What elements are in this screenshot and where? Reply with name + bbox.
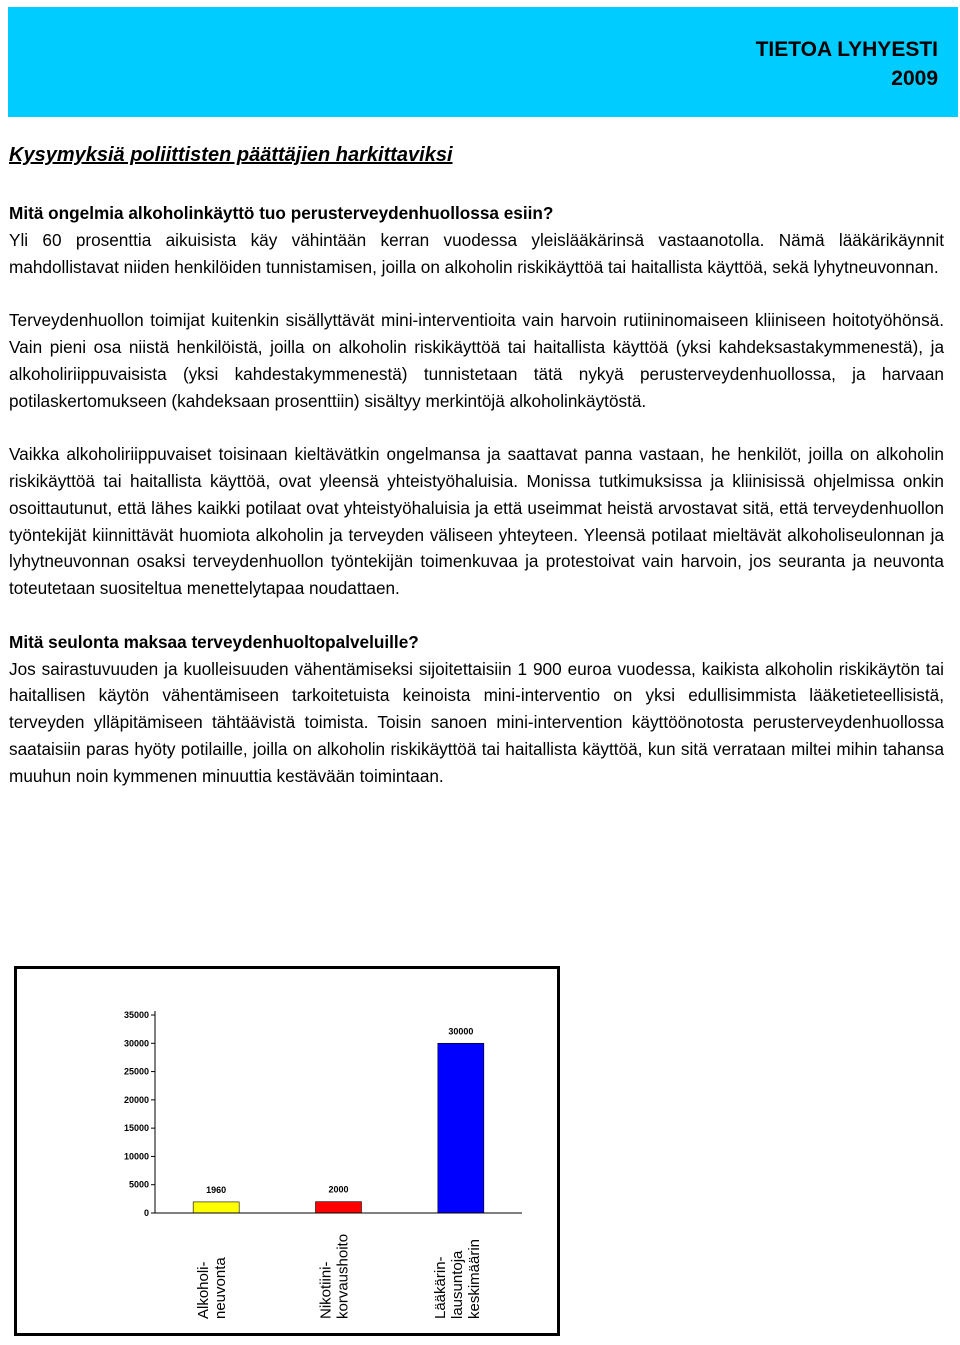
section-heading: Kysymyksiä poliittisten päättäjien harkittaviksi [9, 144, 453, 166]
paragraph-4-text: Jos sairastuvuuden ja kuolleisuuden vähentämiseksi sijoitettaisiin 1 900 euroa vuodessa, kaikista alkoholin riskikäytön tai haitallisen käytön vähentämiseen tarkoitetuista keinoista mini-interventio on yksi edullisimmista lääketieteellisistä, terveyden ylläpitämiseen tähtäävistä toimista. Toisin sanoen mini-intervention käyttöönotosta perusterveydenhuollossa saataisiin paras hyöty potilaille, joilla on alkoholin riskikäyttöä tai haitallista käyttöä, kun sitä verrataan miltei mihin tahansa muuhun noin kymmenen minuuttia kestävään toimintaan. [9, 658, 944, 786]
header-title [756, 35, 938, 93]
bar-1 [316, 1202, 362, 1213]
cost-bar-chart [14, 966, 560, 1336]
y-tick-label: 25000 [123, 1066, 149, 1077]
category-label: Lääkärin- [431, 1256, 449, 1319]
category-label: korvaushoito [334, 1233, 352, 1319]
data-label: 30000 [448, 1026, 474, 1037]
data-label: 2000 [328, 1184, 349, 1195]
y-tick-label: 20000 [123, 1094, 149, 1105]
paragraph-3: Vaikka alkoholiriippuvaiset toisinaan kieltävätkin ongelmansa ja saattavat panna vastaan, he henkilöt, joilla on alkoholin riskikäyttöä tai haitallista käyttöä, ovat yleensä yhteistyöhaluisia. Monissa tutkimuksissa ja kliinisissä ohjelmissa onkin osoittautunut, että lähes kaikki potilaat ovat yhteistyöhaluisia ja että useimmat heistä arvostavat sitä, että terveydenhuollon työntekijät kiinnittävät huomiota alkoholin ja terveyden väliseen yhteyteen. Yleensä potilaat mieltävät alkoholiseulonnan ja lyhytneuvonnan osaksi terveydenhuollon työntekijän toimenkuvaa ja protestoivat vain harvoin, jos seuranta ja neuvonta toteutetaan suositeltua menettelytapaa noudattaen. [9, 444, 944, 599]
document-body [9, 200, 944, 816]
paragraph-2: Terveydenhuollon toimijat kuitenkin sisällyttävät mini-interventioita vain harvoin rutiininomaiseen kliiniseen hoitotyöhönsä. Vain pieni osa niistä henkilöistä, joilla on alkoholin riskikäyttöä tai haitallista käyttöä (yksi kahdeksastakymmenestä), ja alkoholiriippuvaisista (yksi kahdestakymmenestä) tunnistetaan tätä nykyä perusterveydenhuollossa, ja harvaan potilaskertomukseen (kahdeksaan prosenttiin) sisältyy merkintöjä alkoholinkäytöstä. [9, 310, 944, 411]
category-label: Nikotiini- [317, 1261, 335, 1319]
category-label: lausuntoja [448, 1250, 466, 1319]
paragraph-1 [9, 200, 944, 280]
paragraph-1-text: Yli 60 prosenttia aikuisista käy vähintään kerran vuodessa yleislääkärinsä vastaanotolla. Nämä lääkärikäynnit mahdollistavat niiden henkilöiden tunnistamisen, joilla on alkoholin riskikäyttöä tai haitallista käyttöä, sekä lyhytneuvonnan. [9, 229, 944, 277]
paragraph-4 [9, 629, 944, 790]
y-tick-label: 5000 [128, 1179, 149, 1190]
category-label: keskimäärin [465, 1238, 483, 1319]
bar-2 [438, 1043, 484, 1213]
y-tick-label: 0 [143, 1208, 149, 1218]
category-label: neuvonta [212, 1257, 230, 1319]
header-banner [8, 7, 958, 117]
header-title-year: 2009 [891, 67, 938, 90]
header-title-line1: TIETOA LYHYESTI [755, 38, 938, 61]
chart-canvas [17, 969, 557, 1333]
question-problems: Mitä ongelmia alkoholinkäyttö tuo perusterveydenhuollossa esiin? [9, 203, 554, 223]
y-tick-label: 30000 [123, 1038, 149, 1049]
y-tick-label: 10000 [123, 1151, 149, 1162]
y-tick-label: 35000 [123, 1010, 149, 1020]
bar-0 [193, 1202, 239, 1213]
data-label: 1960 [206, 1184, 227, 1195]
question-costs: Mitä seulonta maksaa terveydenhuoltopalveluille? [9, 631, 419, 652]
y-tick-label: 15000 [123, 1123, 149, 1134]
category-label: Alkoholi- [195, 1261, 213, 1319]
